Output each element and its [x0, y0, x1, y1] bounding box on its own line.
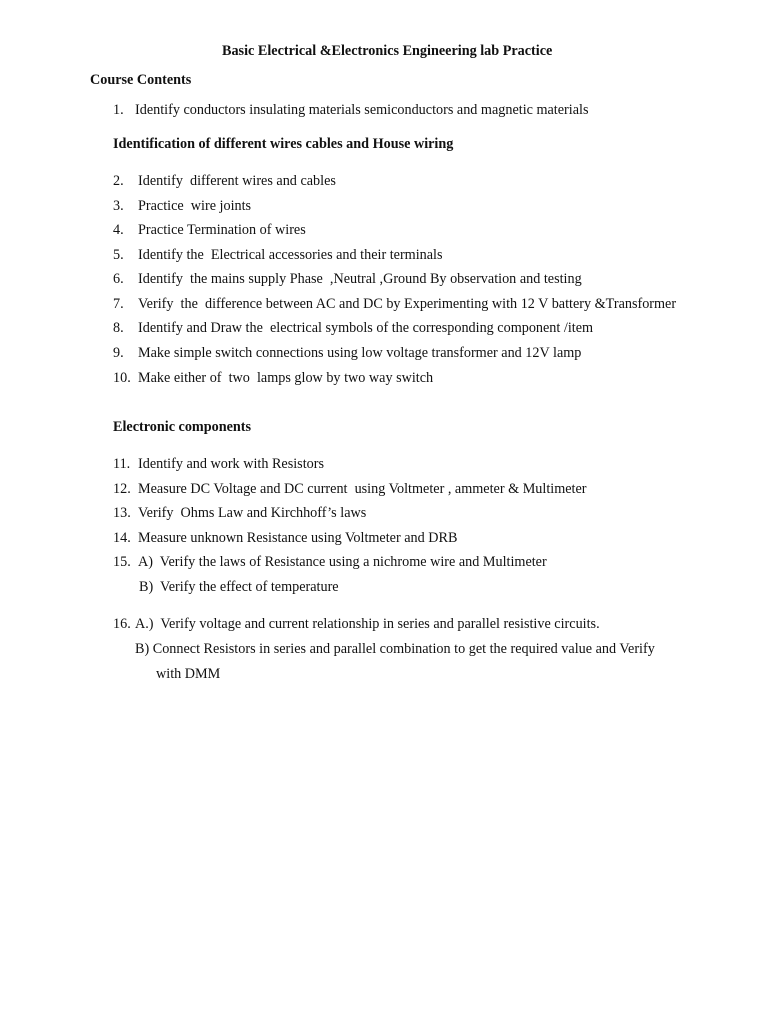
- list-item-number: 16.: [113, 616, 131, 632]
- list-item-number: 14.: [113, 530, 131, 546]
- list-item-number: 10.: [113, 370, 131, 386]
- list-item-number: 13.: [113, 505, 131, 521]
- section-heading-wiring: Identification of different wires cables and House wiring: [113, 136, 454, 152]
- list-item-number: 15.: [113, 554, 131, 570]
- list-item-subtext: B) Connect Resistors in series and parallel combination to get the required value and Verify: [135, 641, 655, 657]
- document-title: Basic Electrical &Electronics Engineering lab Practice: [222, 43, 553, 59]
- list-item-subtext-continued: with DMM: [156, 666, 221, 682]
- list-item-text: Practice wire joints: [138, 198, 252, 214]
- list-item-number: 11.: [113, 456, 131, 472]
- list-item-text: Identify the mains supply Phase ,Neutral ,Ground By observation and testing: [138, 271, 582, 287]
- list-item-text: A) Verify the laws of Resistance using a nichrome wire and Multimeter: [138, 554, 547, 570]
- list-item-subtext: B) Verify the effect of temperature: [139, 579, 339, 595]
- list-item-number: 2.: [113, 173, 124, 189]
- list-item-number: 3.: [113, 198, 124, 214]
- list-item-text: Identify the Electrical accessories and their terminals: [138, 247, 443, 263]
- list-item-text: Identify conductors insulating materials semiconductors and magnetic materials: [135, 102, 589, 118]
- list-item-number: 5.: [113, 247, 124, 263]
- list-item-text: Make either of two lamps glow by two way switch: [138, 370, 434, 386]
- list-item-number: 7.: [113, 296, 124, 312]
- list-item-text: Practice Termination of wires: [138, 222, 306, 238]
- list-item-text: Measure unknown Resistance using Voltmeter and DRB: [138, 530, 458, 546]
- list-item-text: Identify and Draw the electrical symbols of the corresponding component /item: [138, 320, 594, 336]
- list-item-number: 4.: [113, 222, 124, 238]
- list-item-number: 1.: [113, 102, 124, 118]
- course-contents-heading: Course Contents: [90, 72, 192, 88]
- section-heading-electronic: Electronic components: [113, 419, 252, 435]
- list-item-text: Verify the difference between AC and DC by Experimenting with 12 V battery &Transformer: [138, 296, 677, 312]
- list-item-number: 8.: [113, 320, 124, 336]
- list-item-text: Identify and work with Resistors: [138, 456, 324, 472]
- list-item-text: A.) Verify voltage and current relationship in series and parallel resistive circuits.: [135, 616, 600, 632]
- list-item-text: Identify different wires and cables: [138, 173, 336, 189]
- list-item-number: 9.: [113, 345, 124, 361]
- list-item-text: Verify Ohms Law and Kirchhoff’s laws: [138, 505, 367, 521]
- list-item-number: 6.: [113, 271, 124, 287]
- list-item-text: Make simple switch connections using low voltage transformer and 12V lamp: [138, 345, 582, 361]
- list-item-text: Measure DC Voltage and DC current using Voltmeter , ammeter & Multimeter: [138, 481, 587, 497]
- list-item-number: 12.: [113, 481, 131, 497]
